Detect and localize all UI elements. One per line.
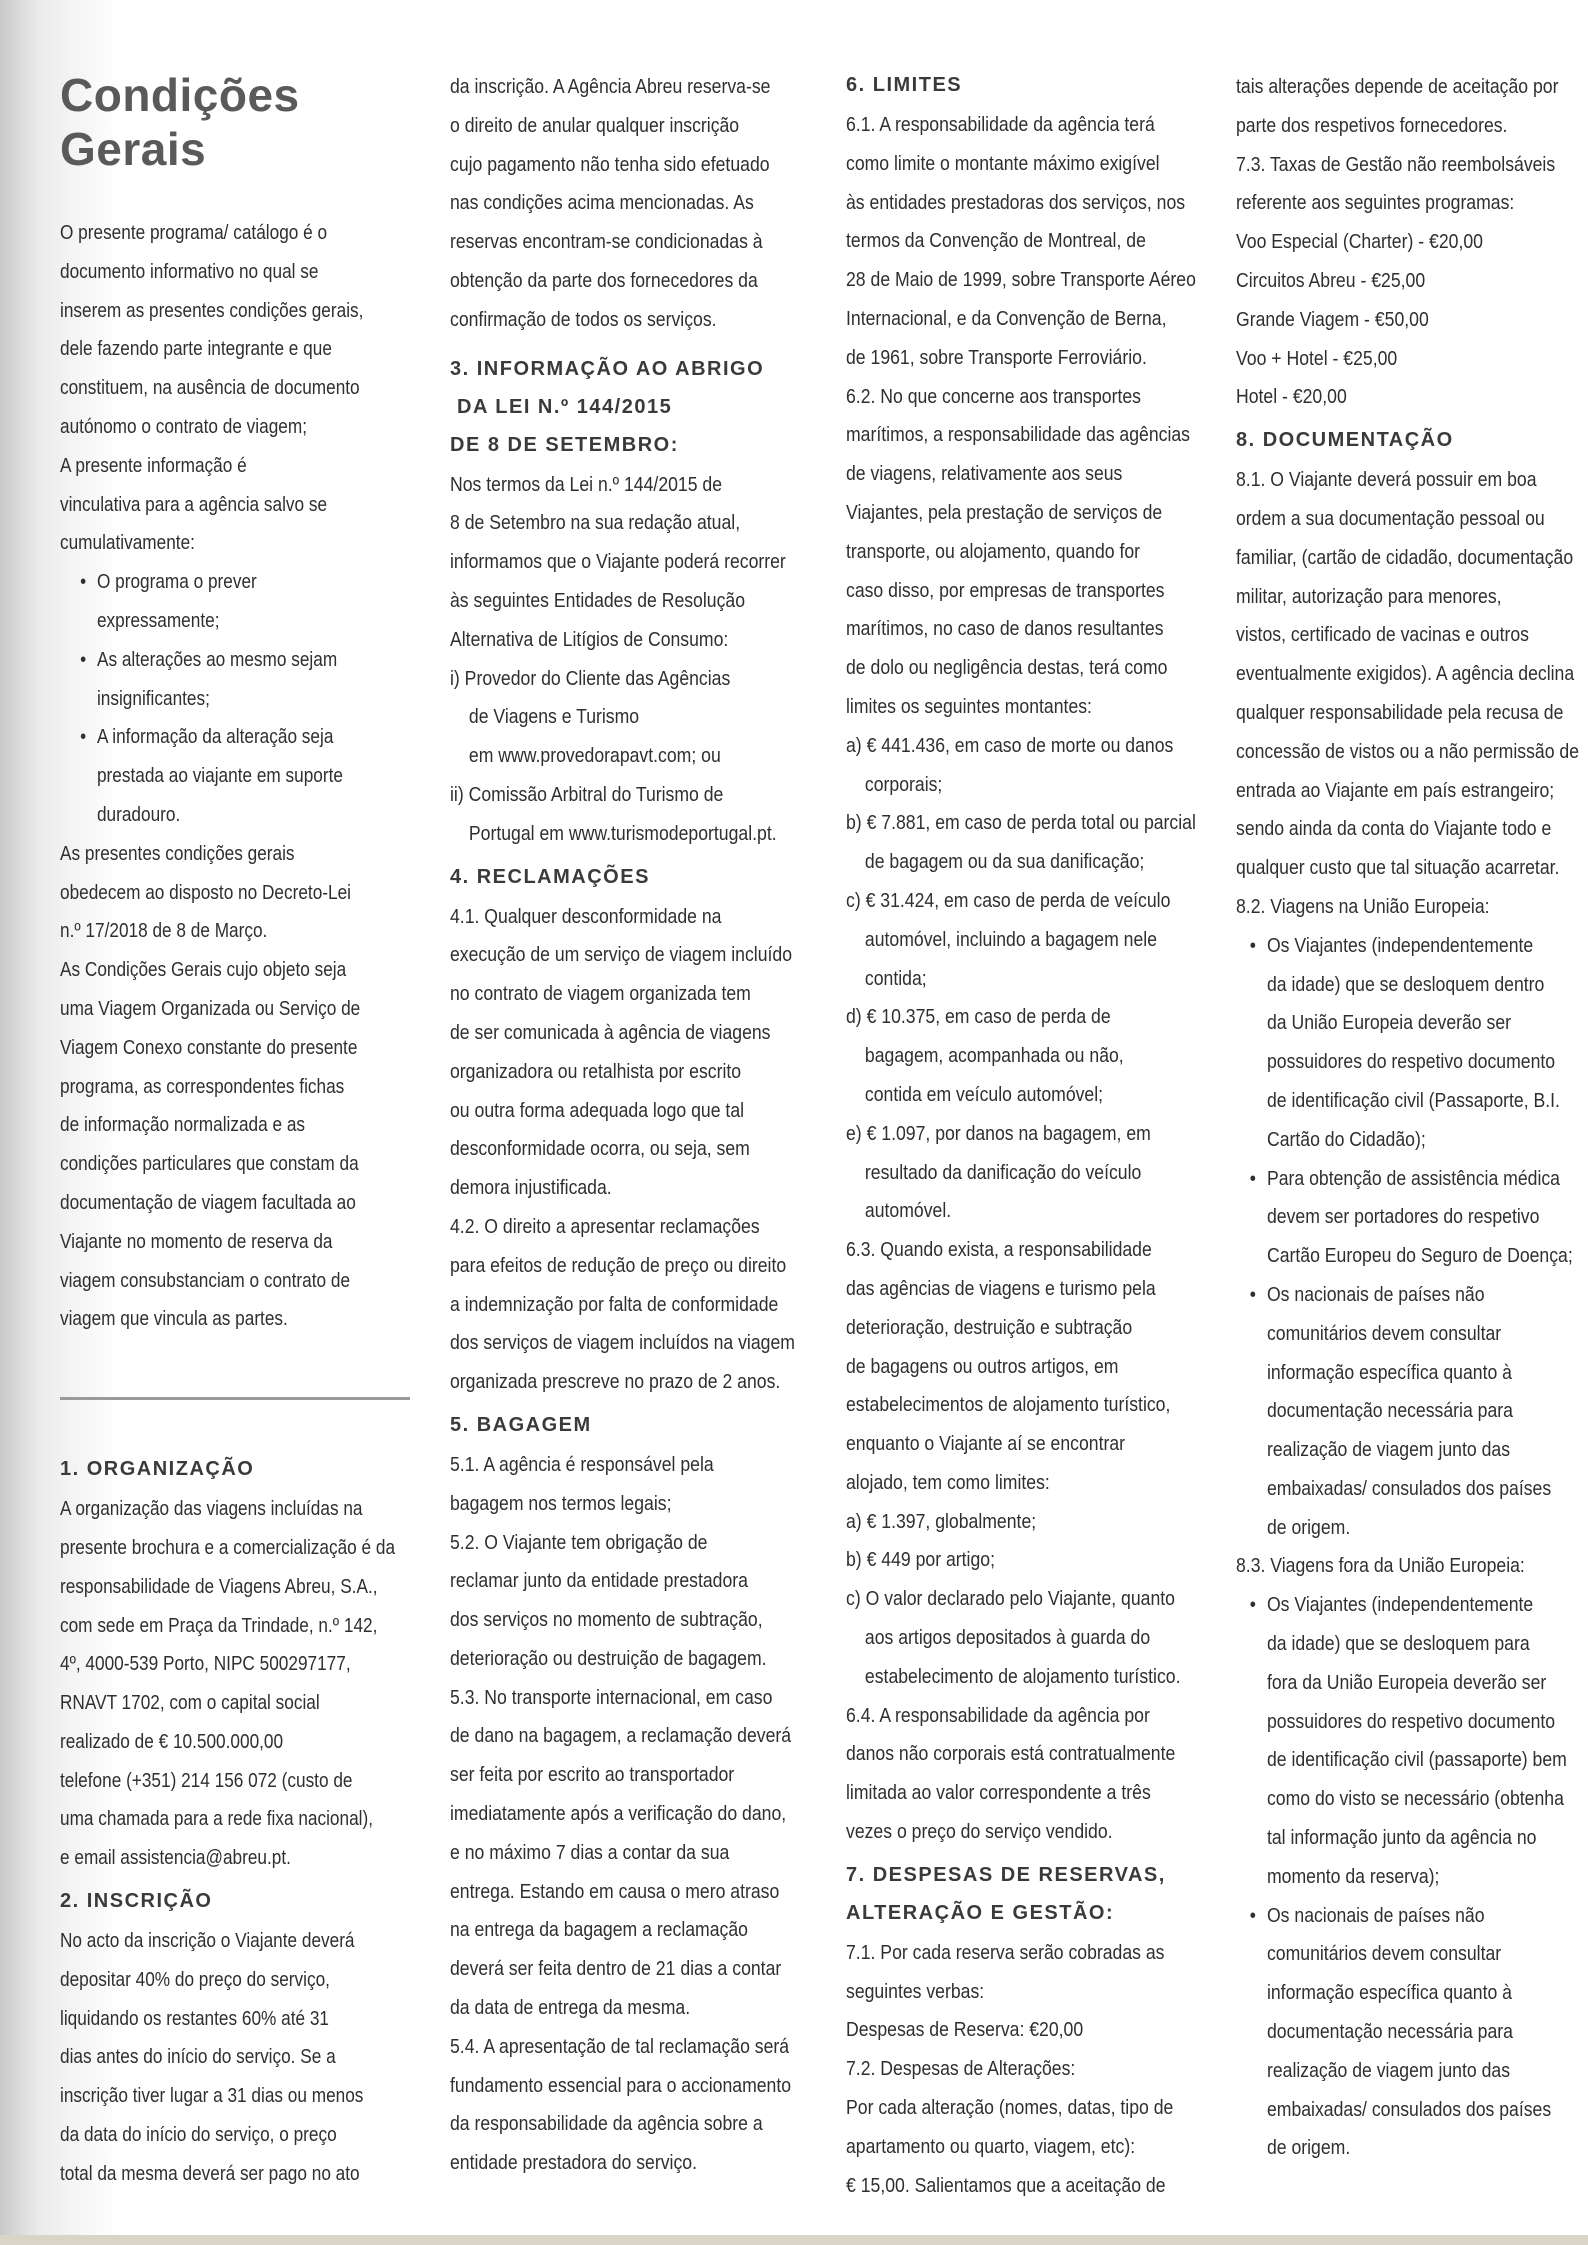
despesas-text [846,1934,1201,2206]
inscricao-continued [450,68,810,340]
text-line: 6.2. No que concerne aos transportes [846,384,1141,408]
text-line: Hotel - €20,00 [1236,385,1347,409]
text-line: 4.2. O direito a apresentar reclamações [450,1214,760,1238]
text-line: dos serviços no momento de subtração, [450,1608,763,1632]
text-line: 7.2. Despesas de Alterações: [846,2057,1076,2081]
text-line: cujo pagamento não tenha sido efetuado [450,152,770,176]
text-line: de ser comunicada à agência de viagens [450,1020,771,1044]
bullet-item-continuation: de identificação civil (passaporte) bem [1266,1748,1567,1772]
text-line: 7.1. Por cada reserva serão cobradas as [846,1940,1165,1964]
text-line: referente aos seguintes programas: [1236,191,1515,215]
bullet-item-continuation: fora da União Europeia deverão ser [1266,1670,1547,1694]
bullet-item-continuation: de origem. [1266,1515,1351,1539]
text-line: inscrição tiver lugar a 31 dias ou menos [60,2084,364,2108]
text-line: cumulativamente: [60,531,195,555]
text-line: dos serviços de viagem incluídos na viagem [450,1331,795,1355]
documentacao-text [1236,461,1586,927]
text-line: entrada ao Viajante em país estrangeiro; [1236,778,1555,802]
bullet-item-continuation: possuidores do respetivo documento [1266,1050,1556,1074]
bullet-item-continuation: de identificação civil (Passaporte, B.I. [1266,1088,1560,1112]
bullet-item: • A informação da alteração seja [60,718,447,757]
text-line: Voo + Hotel - €25,00 [1236,346,1398,370]
text-line: caso disso, por empresas de transportes [846,578,1165,602]
text-line: na entrega da bagagem a reclamação [450,1918,748,1942]
text-line: automóvel. [864,1199,952,1223]
heading-informacao-line-2: DA LEI N.º 144/2015 [450,395,673,418]
informacao-item-i [450,660,810,776]
documentacao-8-2-bullets [1236,927,1586,1548]
text-line: organizadora ou retalhista por escrito [450,1059,742,1083]
text-line: alojado, tem como limites: [846,1470,1050,1494]
bullet-item-continuation: possuidores do respetivo documento [1266,1709,1556,1733]
text-line: reservas encontram-se condicionadas à [450,230,763,254]
bullet-item: • Os nacionais de países não [1236,1276,1588,1315]
text-line: dias antes do início do serviço. Se a [60,2045,336,2069]
text-line: de bagagem ou da sua danificação; [864,850,1145,874]
column-3 [846,68,1201,2205]
text-line: entidade prestadora do serviço. [450,2151,697,2175]
text-line: de 1961, sobre Transporte Ferroviário. [846,345,1147,369]
text-line: 4.1. Qualquer desconformidade na [450,904,722,928]
text-line: Despesas de Reserva: €20,00 [846,2018,1084,2042]
text-line: realizado de € 10.500.000,00 [60,1729,284,1753]
bullet-item-continuation: realização de viagem junto das [1266,2058,1511,2082]
title-line-1: Condições [60,69,300,121]
text-line: Por cada alteração (nomes, datas, tipo de [846,2096,1174,2120]
text-line: concessão de vistos ou a não permissão de [1236,739,1580,763]
heading-organizacao: 1. ORGANIZAÇÃO [60,1458,255,1481]
heading-informacao [450,350,810,464]
text-line: de dano na bagagem, a reclamação deverá [450,1724,792,1748]
text-line: 7.3. Taxas de Gestão não reembolsáveis [1236,152,1556,176]
reclamacoes-text [450,898,810,1402]
text-line: de viagens, relativamente aos seus [846,462,1123,486]
bullet-item-continuation: documentação necessária para [1266,2020,1513,2044]
limites-6-4-text [846,1697,1201,1852]
bullet-item-continuation: expressamente; [96,608,220,632]
text-line: às entidades prestadoras dos serviços, nos [846,190,1186,214]
text-line: seguintes verbas: [846,1979,985,2003]
document-title [60,68,410,176]
text-line: 6.4. A responsabilidade da agência por [846,1703,1150,1727]
text-line: e) € 1.097, por danos na bagagem, em [846,1121,1151,1145]
text-line: no contrato de viagem organizada tem [450,982,751,1006]
text-line: constituem, na ausência de documento [60,376,360,400]
text-line: corporais; [864,772,943,796]
text-line: confirmação de todos os serviços. [450,307,717,331]
text-line: liquidando os restantes 60% até 31 [60,2006,330,2030]
text-line: o direito de anular qualquer inscrição [450,113,740,137]
text-line: limites os seguintes montantes: [846,694,1092,718]
text-line: ordem a sua documentação pessoal ou [1236,506,1545,530]
bullet-item: • Para obtenção de assistência médica [1236,1160,1588,1199]
text-line: Portugal em www.turismodeportugal.pt. [468,821,777,845]
text-line: Voo Especial (Charter) - €20,00 [1236,230,1483,254]
intro-after-text [60,835,410,1339]
text-line: termos da Convenção de Montreal, de [846,229,1146,253]
text-line: As presentes condições gerais [60,841,295,865]
limites-item-e [846,1115,1201,1231]
text-line: marítimos, no caso de danos resultantes [846,617,1164,641]
bullet-item-continuation: tal informação junto da agência no [1266,1826,1537,1850]
text-line: marítimos, a responsabilidade das agências [846,423,1190,447]
text-line: fundamento essencial para o accionamento [450,2073,792,2097]
limites-item-a [846,727,1201,805]
bullet-item: • As alterações ao mesmo sejam [60,641,447,680]
intro-text [60,214,410,563]
text-line: transporte, ou alojamento, quando for [846,539,1141,563]
text-line: 5.1. A agência é responsável pela [450,1452,714,1476]
text-line: organizada prescreve no prazo de 2 anos. [450,1370,781,1394]
informacao-text [450,466,810,660]
text-line: Internacional, e da Convenção de Berna, [846,306,1167,330]
bullet-item-continuation: duradouro. [96,802,181,826]
bullet-item-continuation: embaixadas/ consulados dos países [1266,1476,1552,1500]
text-line: de dolo ou negligência destas, terá como [846,656,1168,680]
text-line: das agências de viagens e turismo pela [846,1276,1156,1300]
text-line: uma Viagem Organizada ou Serviço de [60,996,361,1020]
text-line: 8.2. Viagens na União Europeia: [1236,894,1490,918]
heading-bagagem: 5. BAGAGEM [450,1413,592,1436]
text-line: c) O valor declarado pelo Viajante, quanto [846,1587,1175,1611]
text-line: Alternativa de Litígios de Consumo: [450,627,729,651]
page-bottom-band [0,2235,1588,2245]
text-line: qualquer responsabilidade pela recusa de [1236,700,1564,724]
text-line: deverá ser feita dentro de 21 dias a contar [450,1957,782,1981]
bullet-item-continuation: de origem. [1266,2136,1351,2160]
text-line: reclamar junto da entidade prestadora [450,1569,748,1593]
bullet-item: • Os Viajantes (independentemente [1236,927,1588,966]
text-line: 5.2. O Viajante tem obrigação de [450,1530,708,1554]
bullet-item-continuation: da idade) que se desloquem para [1266,1632,1530,1656]
limites-text [846,106,1201,727]
heading-despesas-line-1: 7. DESPESAS DE RESERVAS, [846,1863,1166,1886]
text-line: 28 de Maio de 1999, sobre Transporte Aéreo [846,268,1196,292]
despesas-continued [1236,68,1586,417]
text-line: vistos, certificado de vacinas e outros [1236,623,1530,647]
text-line: i) Provedor do Cliente das Agências [450,666,731,690]
text-line: demora injustificada. [450,1176,612,1200]
bullet-item: • O programa o prever [60,563,447,602]
bullet-item-continuation: informação específica quanto à [1266,1360,1512,1384]
limites-6-3-item-c [846,1580,1201,1696]
text-line: a indemnização por falta de conformidade [450,1292,779,1316]
text-line: presente brochura e a comercialização é da [60,1535,396,1559]
bullet-item-continuation: da idade) que se desloquem dentro [1266,972,1545,996]
text-line: estabelecimentos de alojamento turístico, [846,1393,1171,1417]
text-line: telefone (+351) 214 156 072 (custo de [60,1768,353,1792]
text-line: informamos que o Viajante poderá recorrer [450,550,786,574]
text-line: da responsabilidade da agência sobre a [450,2112,763,2136]
text-line: Viagem Conexo constante do presente [60,1035,358,1059]
text-line: responsabilidade de Viagens Abreu, S.A., [60,1574,378,1598]
text-line: a) € 441.436, em caso de morte ou danos [846,733,1174,757]
text-line: ou outra forma adequada logo que tal [450,1098,745,1122]
inscricao-text [60,1922,410,2194]
bullet-item: • Os nacionais de países não [1236,1897,1588,1936]
text-line: b) € 449 por artigo; [846,1548,995,1572]
text-line: depositar 40% do preço do serviço, [60,1967,330,1991]
text-line: 4º, 4000-539 Porto, NIPC 500297177, [60,1652,351,1676]
text-line: Circuitos Abreu - €25,00 [1236,268,1426,292]
bullet-item-continuation: comunitários devem consultar [1266,1321,1502,1345]
column-4 [1236,68,1586,2168]
heading-informacao-line-1: 3. INFORMAÇÃO AO ABRIGO [450,357,765,380]
organizacao-text [60,1490,410,1878]
text-line: eventualmente exigidos). A agência declina [1236,662,1575,686]
bullet-item-continuation: como do visto se necessário (obtenha [1266,1787,1564,1811]
bullet-item-continuation: prestada ao viajante em suporte [96,764,343,788]
text-line: Viajante no momento de reserva da [60,1229,333,1253]
text-line: As Condições Gerais cujo objeto seja [60,958,347,982]
column-2 [450,68,810,2183]
text-line: familiar, (cartão de cidadão, documentação [1236,545,1574,569]
informacao-item-ii [450,776,810,854]
heading-limites: 6. LIMITES [846,74,963,96]
bullet-item-continuation: da União Europeia deverão ser [1266,1011,1512,1035]
text-line: Viajantes, pela prestação de serviços de [846,500,1163,524]
limites-item-b [846,804,1201,882]
bullet-item-continuation: Cartão Europeu do Seguro de Doença; [1266,1244,1573,1268]
text-line: sendo ainda da conta do Viajante todo e [1236,817,1552,841]
text-line: condições particulares que constam da [60,1152,359,1176]
text-line: b) € 7.881, em caso de perda total ou parcial [846,811,1196,835]
text-line: obtenção da parte dos fornecedores da [450,268,758,292]
text-line: ser feita por escrito ao transportador [450,1763,735,1787]
text-line: da data do início do serviço, o preço [60,2123,337,2147]
text-line: bagagem, acompanhada ou não, [864,1044,1124,1068]
text-line: e email assistencia@abreu.pt. [60,1846,291,1870]
text-line: € 15,00. Salientamos que a aceitação de [846,2173,1166,2197]
text-line: O presente programa/ catálogo é o [60,221,328,244]
text-line: e no máximo 7 dias a contar da sua [450,1840,730,1864]
text-line: de Viagens e Turismo [468,705,640,729]
text-line: enquanto o Viajante aí se encontrar [846,1432,1126,1456]
text-line: de informação normalizada e as [60,1113,306,1137]
text-line: viagem que vincula as partes. [60,1307,288,1331]
text-line: em www.provedorapavt.com; ou [468,744,721,768]
bullet-item-continuation: informação específica quanto à [1266,1981,1512,2005]
text-line: militar, autorização para menores, [1236,584,1502,608]
text-line: No acto da inscrição o Viajante deverá [60,1929,355,1953]
text-line: execução de um serviço de viagem incluído [450,943,793,967]
text-line: para efeitos de redução de preço ou direito [450,1253,787,1277]
text-line: d) € 10.375, em caso de perda de [846,1005,1111,1029]
heading-reclamacoes: 4. RECLAMAÇÕES [450,865,650,888]
limites-item-c [846,882,1201,998]
text-line: danos não corporais está contratualmente [846,1742,1176,1766]
heading-despesas [846,1856,1201,1932]
heading-informacao-line-3: DE 8 DE SETEMBRO: [450,433,679,456]
documentacao-8-3-bullets [1236,1586,1586,2168]
text-line: uma chamada para a rede fixa nacional), [60,1807,374,1831]
text-line: contida; [864,966,927,990]
text-line: Nos termos da Lei n.º 144/2015 de [450,472,723,496]
text-line: às seguintes Entidades de Resolução [450,588,746,612]
text-line: com sede em Praça da Trindade, n.º 142, [60,1613,378,1637]
text-line: contida em veículo automóvel; [864,1082,1104,1106]
text-line: da inscrição. A Agência Abreu reserva-se [450,75,771,98]
text-line: limitada ao valor correspondente a três [846,1781,1151,1805]
text-line: Grande Viagem - €50,00 [1236,307,1429,331]
text-line: a) € 1.397, globalmente; [846,1509,1037,1533]
text-line: RNAVT 1702, com o capital social [60,1691,320,1715]
text-line: automóvel, incluindo a bagagem nele [864,927,1157,951]
bullet-item: • Os Viajantes (independentemente [1236,1586,1588,1625]
text-line: deterioração, destruição e subtração [846,1315,1133,1339]
text-line: 5.4. A apresentação de tal reclamação será [450,2034,790,2058]
text-line: autónomo o contrato de viagem; [60,414,307,438]
section-divider [60,1397,410,1400]
text-line: deterioração ou destruição de bagagem. [450,1646,767,1670]
heading-documentacao: 8. DOCUMENTAÇÃO [1236,429,1454,452]
bullet-item-continuation: comunitários devem consultar [1266,1942,1502,1966]
text-line: n.º 17/2018 de 8 de Março. [60,919,268,943]
bullet-item-continuation: momento da reserva); [1266,1864,1440,1888]
text-line: aos artigos depositados à guarda do [864,1626,1151,1650]
heading-inscricao: 2. INSCRIÇÃO [60,1890,213,1913]
heading-8-3: 8.3. Viagens fora da União Europeia: [1236,1554,1525,1578]
text-line: apartamento ou quarto, viagem, etc): [846,2134,1136,2158]
text-line: qualquer custo que tal situação acarretar. [1236,856,1560,880]
text-line: desconformidade ocorra, ou seja, sem [450,1137,750,1161]
bullet-item-continuation: embaixadas/ consulados dos países [1266,2097,1552,2121]
bullet-item-continuation: Cartão do Cidadão); [1266,1127,1426,1151]
text-line: 8 de Setembro na sua redação atual, [450,511,741,535]
text-line: estabelecimento de alojamento turístico. [864,1664,1181,1688]
text-line: obedecem ao disposto no Decreto-Lei [60,880,352,904]
text-line: como limite o montante máximo exigível [846,151,1160,175]
text-line: resultado da danificação do veículo [864,1160,1142,1184]
text-line: 6.3. Quando exista, a responsabilidade [846,1238,1152,1262]
text-line: bagagem nos termos legais; [450,1491,672,1515]
text-line: nas condições acima mencionadas. As [450,191,754,215]
limites-item-d [846,998,1201,1114]
limites-6-3-text [846,1231,1201,1580]
bullet-item-continuation: insignificantes; [96,686,210,710]
bagagem-text [450,1446,810,2183]
intro-bullets [60,563,410,835]
bullet-item-continuation: realização de viagem junto das [1266,1438,1511,1462]
bullet-item-continuation: devem ser portadores do respetivo [1266,1205,1540,1229]
text-line: viagem consubstanciam o contrato de [60,1268,351,1292]
text-line: A organização das viagens incluídas na [60,1497,363,1521]
text-line: tais alterações depende de aceitação por [1236,75,1559,98]
text-line: 6.1. A responsabilidade da agência terá [846,113,1155,136]
text-line: A presente informação é [60,453,247,477]
text-line: da data de entrega da mesma. [450,1996,691,2020]
text-line: documento informativo no qual se [60,259,319,283]
text-line: dele fazendo parte integrante e que [60,337,332,361]
text-line: ii) Comissão Arbitral do Turismo de [450,782,724,806]
text-line: inserem as presentes condições gerais, [60,298,364,322]
text-line: vezes o preço do serviço vendido. [846,1820,1113,1844]
bullet-item-continuation: documentação necessária para [1266,1399,1513,1423]
text-line: vinculativa para a agência salvo se [60,492,328,516]
text-line: 8.1. O Viajante deverá possuir em boa [1236,468,1537,492]
column-1 [60,68,410,2194]
text-line: total da mesma deverá ser pago no ato [60,2161,360,2185]
text-line: c) € 31.424, em caso de perda de veículo [846,888,1171,912]
text-line: imediatamente após a verificação do dano, [450,1802,787,1826]
text-line: de bagagens ou outros artigos, em [846,1354,1119,1378]
heading-despesas-line-2: ALTERAÇÃO E GESTÃO: [846,1901,1115,1924]
text-line: parte dos respetivos fornecedores. [1236,113,1508,137]
text-line: 5.3. No transporte internacional, em caso [450,1685,773,1709]
title-line-2: Gerais [60,123,207,175]
text-line: documentação de viagem facultada ao [60,1190,356,1214]
text-line: entrega. Estando em causa o mero atraso [450,1879,780,1903]
text-line: programa, as correspondentes fichas [60,1074,345,1098]
